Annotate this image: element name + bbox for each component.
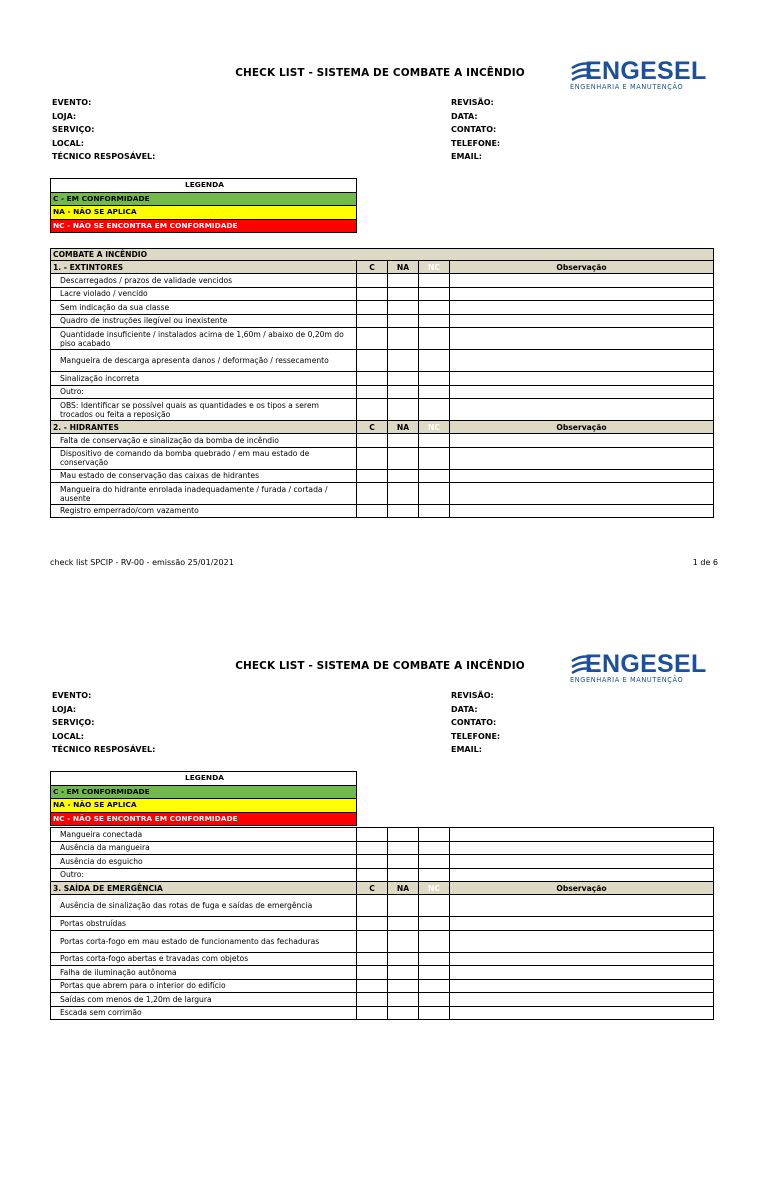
check-nc[interactable] [419, 868, 450, 882]
check-c[interactable] [357, 841, 388, 855]
field-loja: LOJA: [52, 111, 77, 121]
observation-cell[interactable] [450, 1006, 714, 1020]
check-na[interactable] [388, 917, 419, 931]
observation-cell[interactable] [450, 993, 714, 1007]
check-na[interactable] [388, 895, 419, 917]
check-na[interactable] [388, 1006, 419, 1020]
item-label: Saídas com menos de 1,20m de largura [51, 993, 357, 1007]
field-telefone: TELEFONE: [451, 731, 501, 741]
check-c[interactable] [357, 328, 388, 350]
observation-cell[interactable] [450, 287, 714, 301]
table-row [51, 372, 714, 386]
item-label: Ausência do esguicho [51, 855, 357, 869]
check-c[interactable] [357, 868, 388, 882]
observation-cell[interactable] [450, 917, 714, 931]
check-c[interactable] [357, 399, 388, 421]
check-na[interactable] [388, 952, 419, 966]
observation-cell[interactable] [450, 828, 714, 842]
check-c[interactable] [357, 287, 388, 301]
check-nc[interactable] [419, 399, 450, 421]
observation-cell[interactable] [450, 841, 714, 855]
header-fields-left [52, 96, 155, 164]
check-nc[interactable] [419, 505, 450, 518]
observation-cell[interactable] [450, 966, 714, 980]
check-nc[interactable] [419, 930, 450, 952]
legend-header: LEGENDA [185, 773, 224, 782]
check-nc[interactable] [419, 328, 450, 350]
document-page-2 [0, 593, 768, 1183]
table-row [51, 483, 714, 505]
legend-c: C - EM CONFORMIDADE [51, 785, 356, 799]
field-loja: LOJA: [52, 704, 77, 714]
check-nc[interactable] [419, 287, 450, 301]
group-title: COMBATE A INCÊNDIO [51, 249, 714, 261]
check-nc[interactable] [419, 895, 450, 917]
check-c[interactable] [357, 274, 388, 288]
check-na[interactable] [388, 372, 419, 386]
logo-tagline: ENGENHARIA E MANUTENÇÃO [570, 83, 684, 91]
table-row [51, 287, 714, 301]
check-na[interactable] [388, 399, 419, 421]
check-nc[interactable] [419, 841, 450, 855]
legend-na: NA - NÃO SE APLICA [51, 205, 356, 219]
table-row [51, 930, 714, 952]
col-header-c: C [357, 261, 388, 274]
table-row [51, 868, 714, 882]
check-na[interactable] [388, 979, 419, 993]
check-c[interactable] [357, 828, 388, 842]
observation-cell[interactable] [450, 328, 714, 350]
col-header-na: NA [388, 261, 419, 274]
check-c[interactable] [357, 505, 388, 518]
table-row [51, 385, 714, 399]
item-label: Quadro de instruções ilegível ou inexistente [51, 314, 357, 328]
table-row [51, 350, 714, 372]
check-nc[interactable] [419, 1006, 450, 1020]
col-header-c: C [357, 421, 388, 434]
observation-cell[interactable] [450, 895, 714, 917]
field-contato: CONTATO: [451, 718, 497, 728]
table-row [51, 828, 714, 842]
check-nc[interactable] [419, 993, 450, 1007]
checklist-table [50, 248, 714, 518]
item-label: Mangueira conectada [51, 828, 357, 842]
item-label: OBS: Identificar se possível quais as quantidades e os tipos a serem trocados ou feita a reposição [51, 399, 357, 421]
check-na[interactable] [388, 868, 419, 882]
check-nc[interactable] [419, 469, 450, 483]
check-nc[interactable] [419, 855, 450, 869]
col-header-nc: NC [419, 421, 450, 434]
field-evento: EVENTO: [52, 98, 92, 107]
legend-box [50, 771, 357, 826]
item-label: Outro: [51, 385, 357, 399]
header-fields-left [52, 689, 155, 757]
table-row [51, 917, 714, 931]
check-c[interactable] [357, 434, 388, 448]
check-nc[interactable] [419, 828, 450, 842]
check-nc[interactable] [419, 979, 450, 993]
check-c[interactable] [357, 895, 388, 917]
col-header-c: C [357, 882, 388, 895]
field-tecnico: TÉCNICO RESPOSÁVEL: [52, 745, 156, 755]
check-nc[interactable] [419, 385, 450, 399]
observation-cell[interactable] [450, 868, 714, 882]
legend-header: LEGENDA [185, 180, 224, 189]
check-c[interactable] [357, 966, 388, 980]
check-nc[interactable] [419, 917, 450, 931]
check-nc[interactable] [419, 314, 450, 328]
col-header-nc: NC [419, 261, 450, 274]
check-c[interactable] [357, 372, 388, 386]
table-row [51, 328, 714, 350]
table-row [51, 841, 714, 855]
check-na[interactable] [388, 483, 419, 505]
checklist-table [50, 827, 714, 1020]
item-label: Descarregados / prazos de validade vencidos [51, 274, 357, 288]
logo-tagline: ENGENHARIA E MANUTENÇÃO [570, 676, 684, 684]
logo-name: ENGESEL [585, 57, 707, 85]
check-na[interactable] [388, 841, 419, 855]
item-label: Outro: [51, 868, 357, 882]
check-na[interactable] [388, 505, 419, 518]
table-row [51, 447, 714, 469]
item-label: Sem indicação da sua classe [51, 301, 357, 315]
observation-cell[interactable] [450, 372, 714, 386]
observation-cell[interactable] [450, 350, 714, 372]
table-row [51, 1006, 714, 1020]
observation-cell[interactable] [450, 855, 714, 869]
check-nc[interactable] [419, 483, 450, 505]
footer-page-number: 1 de 6 [692, 558, 718, 567]
table-row [51, 301, 714, 315]
check-na[interactable] [388, 930, 419, 952]
observation-cell[interactable] [450, 274, 714, 288]
check-c[interactable] [357, 301, 388, 315]
item-label: Portas corta-fogo em mau estado de funcionamento das fechaduras [51, 930, 357, 952]
check-c[interactable] [357, 952, 388, 966]
field-email: EMAIL: [451, 152, 482, 162]
check-c[interactable] [357, 469, 388, 483]
item-label: Mangueira de descarga apresenta danos / deformação / ressecamento [51, 350, 357, 372]
check-c[interactable] [357, 855, 388, 869]
section-title-saida-emergencia: 3. SAÍDA DE EMERGÊNCIA [51, 882, 357, 895]
table-row [51, 855, 714, 869]
section-title-extintores: 1. - EXTINTORES [51, 261, 357, 274]
item-label: Mau estado de conservação das caixas de hidrantes [51, 469, 357, 483]
document-title: CHECK LIST - SISTEMA DE COMBATE A INCÊNDIO [235, 67, 525, 79]
table-row [51, 993, 714, 1007]
item-label: Quantidade insuficiente / instalados acima de 1,60m / abaixo de 0,20m do piso acabado [51, 328, 357, 350]
header-fields-right [451, 96, 500, 164]
check-nc[interactable] [419, 434, 450, 448]
item-label: Falta de conservação e sinalização da bomba de incêndio [51, 434, 357, 448]
item-label: Mangueira do hidrante enrolada inadequadamente / furada / cortada / ausente [51, 483, 357, 505]
table-row [51, 505, 714, 518]
header-fields-right [451, 689, 500, 757]
table-row [51, 952, 714, 966]
item-label: Falha de iluminação autônoma [51, 966, 357, 980]
check-c[interactable] [357, 979, 388, 993]
col-header-na: NA [388, 421, 419, 434]
observation-cell[interactable] [450, 434, 714, 448]
col-header-observacao: Observação [450, 261, 714, 274]
observation-cell[interactable] [450, 385, 714, 399]
observation-cell[interactable] [450, 505, 714, 518]
check-c[interactable] [357, 993, 388, 1007]
observation-cell[interactable] [450, 314, 714, 328]
item-label: Dispositivo de comando da bomba quebrado / em mau estado de conservação [51, 447, 357, 469]
company-logo [568, 651, 708, 687]
check-na[interactable] [388, 274, 419, 288]
col-header-observacao: Observação [450, 421, 714, 434]
observation-cell[interactable] [450, 301, 714, 315]
check-nc[interactable] [419, 274, 450, 288]
footer-doc-id: check list SPCIP - RV-00 - emissão 25/01/2021 [50, 558, 234, 567]
observation-cell[interactable] [450, 483, 714, 505]
logo-name: ENGESEL [585, 650, 707, 678]
table-row [51, 895, 714, 917]
check-na[interactable] [388, 828, 419, 842]
item-label: Portas corta-fogo abertas e travadas com objetos [51, 952, 357, 966]
col-header-nc: NC [419, 882, 450, 895]
check-c[interactable] [357, 350, 388, 372]
table-row [51, 314, 714, 328]
check-c[interactable] [357, 483, 388, 505]
check-na[interactable] [388, 434, 419, 448]
check-na[interactable] [388, 328, 419, 350]
check-na[interactable] [388, 385, 419, 399]
observation-cell[interactable] [450, 952, 714, 966]
check-na[interactable] [388, 966, 419, 980]
table-row [51, 469, 714, 483]
check-c[interactable] [357, 1006, 388, 1020]
field-servico: SERVIÇO: [52, 125, 95, 135]
check-na[interactable] [388, 301, 419, 315]
observation-cell[interactable] [450, 979, 714, 993]
document-title: CHECK LIST - SISTEMA DE COMBATE A INCÊNDIO [235, 660, 525, 672]
col-header-observacao: Observação [450, 882, 714, 895]
item-label: Portas obstruídas [51, 917, 357, 931]
legend-nc: NC - NÃO SE ENCONTRA EM CONFORMIDADE [51, 812, 356, 826]
field-local: LOCAL: [52, 731, 84, 741]
check-na[interactable] [388, 469, 419, 483]
check-nc[interactable] [419, 966, 450, 980]
observation-cell[interactable] [450, 447, 714, 469]
field-data: DATA: [451, 704, 478, 714]
item-label: Portas que abrem para o interior do edifício [51, 979, 357, 993]
observation-cell[interactable] [450, 399, 714, 421]
check-nc[interactable] [419, 447, 450, 469]
field-local: LOCAL: [52, 138, 84, 148]
col-header-na: NA [388, 882, 419, 895]
table-row [51, 979, 714, 993]
field-contato: CONTATO: [451, 125, 497, 135]
table-row [51, 399, 714, 421]
observation-cell[interactable] [450, 469, 714, 483]
field-evento: EVENTO: [52, 691, 92, 700]
check-na[interactable] [388, 314, 419, 328]
item-label: Registro emperrado/com vazamento [51, 505, 357, 518]
check-na[interactable] [388, 447, 419, 469]
check-nc[interactable] [419, 301, 450, 315]
table-row [51, 434, 714, 448]
check-c[interactable] [357, 314, 388, 328]
field-data: DATA: [451, 111, 478, 121]
check-nc[interactable] [419, 372, 450, 386]
section-title-hidrantes: 2. - HIDRANTES [51, 421, 357, 434]
field-revisao: REVISÃO: [451, 98, 494, 107]
field-telefone: TELEFONE: [451, 138, 501, 148]
check-c[interactable] [357, 447, 388, 469]
check-c[interactable] [357, 917, 388, 931]
legend-c: C - EM CONFORMIDADE [51, 192, 356, 206]
table-row [51, 966, 714, 980]
field-tecnico: TÉCNICO RESPOSÁVEL: [52, 152, 156, 162]
check-na[interactable] [388, 287, 419, 301]
item-label: Ausência da mangueira [51, 841, 357, 855]
legend-nc: NC - NÃO SE ENCONTRA EM CONFORMIDADE [51, 219, 356, 233]
check-na[interactable] [388, 855, 419, 869]
table-row [51, 274, 714, 288]
field-email: EMAIL: [451, 745, 482, 755]
item-label: Escada sem corrimão [51, 1006, 357, 1020]
check-c[interactable] [357, 930, 388, 952]
check-na[interactable] [388, 350, 419, 372]
item-label: Ausência de sinalização das rotas de fuga e saídas de emergência [51, 895, 357, 917]
item-label: Sinalização incorreta [51, 372, 357, 386]
check-nc[interactable] [419, 952, 450, 966]
legend-box [50, 178, 357, 233]
field-servico: SERVIÇO: [52, 718, 95, 728]
check-na[interactable] [388, 993, 419, 1007]
observation-cell[interactable] [450, 930, 714, 952]
field-revisao: REVISÃO: [451, 691, 494, 700]
item-label: Lacre violado / vencido [51, 287, 357, 301]
check-c[interactable] [357, 385, 388, 399]
legend-na: NA - NÃO SE APLICA [51, 798, 356, 812]
document-page-1 [0, 0, 768, 590]
company-logo [568, 58, 708, 94]
check-nc[interactable] [419, 350, 450, 372]
